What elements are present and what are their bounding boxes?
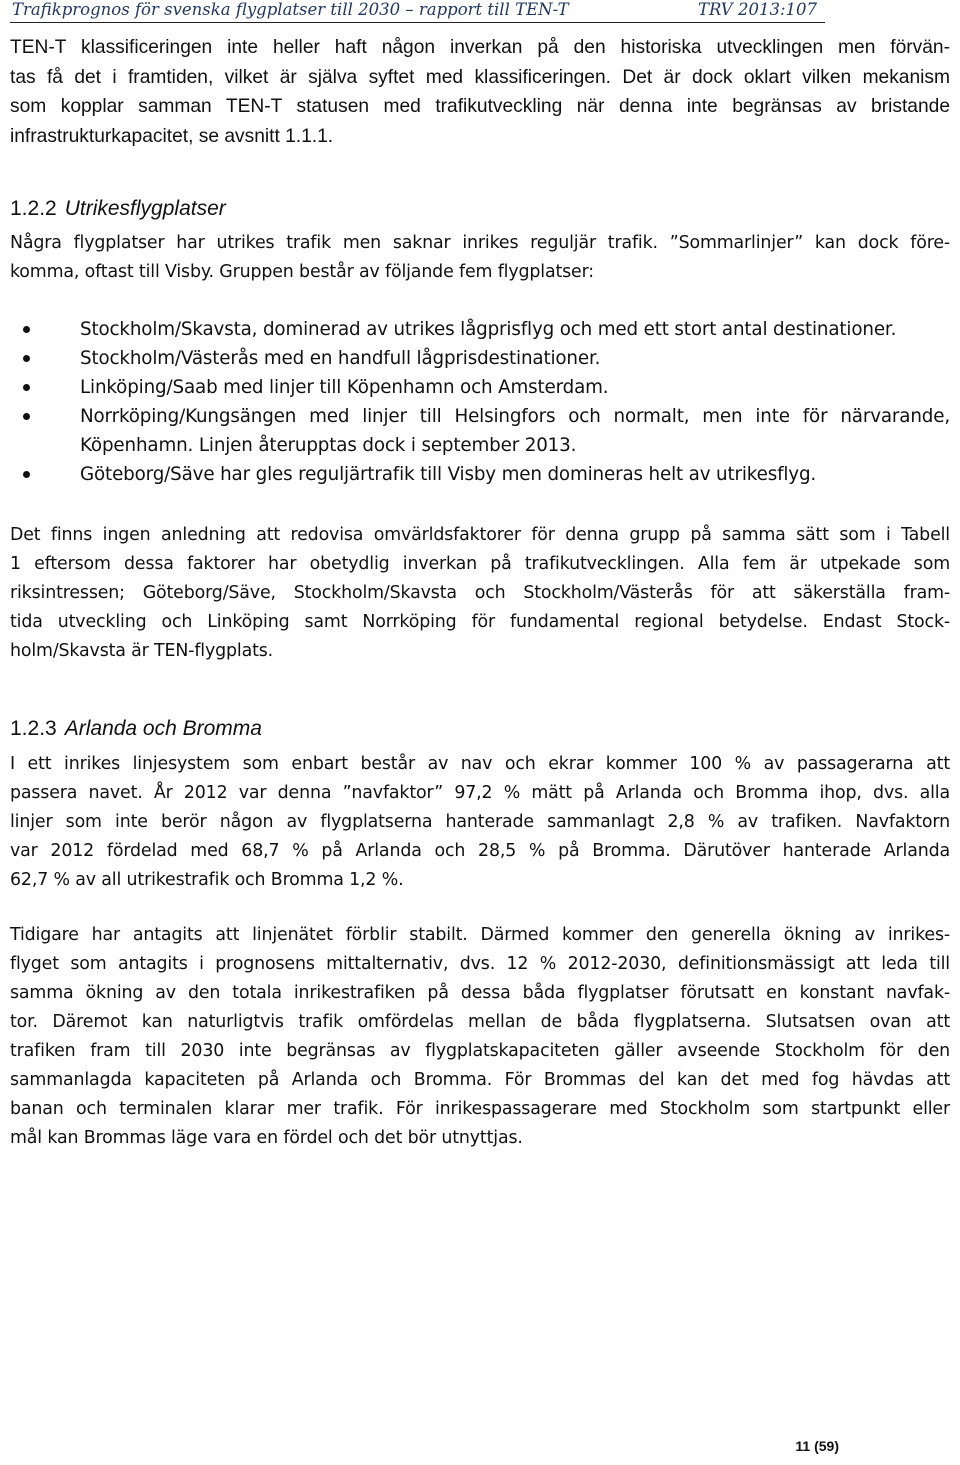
text-line: flyget som antagits i prognosens mittalternativ, dvs. 12 % 2012-2030, definitionsmässigt att leda till [10, 954, 950, 974]
text-line: Stockholm/Västerås med en handfull lågprisdestinationer. [80, 348, 601, 369]
text-line: 62,7 % av all utrikestrafik och Bromma 1,2 %. [10, 870, 404, 890]
text-line: trafiken fram till 2030 inte begränsas av flygplatskapaciteten gäller avseende Stockholm för den [10, 1041, 950, 1061]
section-1-2-3-paragraph-2 [10, 921, 950, 1153]
text-line: passera navet. År 2012 var denna ”navfaktor” 97,2 % mätt på Arlanda och Bromma ihop, dvs. alla [10, 783, 950, 803]
text-line: banan och terminalen klarar mer trafik. För inrikespassagerare med Stockholm som startpunkt eller [10, 1099, 950, 1119]
text-line: Göteborg/Säve har gles reguljärtrafik till Visby men domineras helt av utrikesflyg. [80, 464, 817, 485]
text-line: TEN-T klassificeringen inte heller haft någon inverkan på den historiska utvecklingen men förvän- [10, 37, 950, 58]
text-line: riksintressen; Göteborg/Säve, Stockholm/Skavsta och Stockholm/Västerås för att säkerställa fram- [10, 583, 950, 603]
list-item [10, 460, 950, 489]
list-item [10, 315, 950, 344]
list-item [10, 373, 950, 402]
text-line: Stockholm/Skavsta, dominerad av utrikes lågprisflyg och med ett stort antal destinationer. [80, 319, 897, 340]
list-item [10, 402, 950, 460]
section-1-2-2-paragraph [10, 521, 950, 666]
section-title: Utrikesflygplatser [64, 197, 226, 220]
section-1-2-2-intro [10, 229, 950, 287]
bullet-icon [23, 326, 30, 333]
page-number: 11 (59) [795, 1438, 839, 1454]
header-report-number: TRV 2013:107 [697, 0, 817, 19]
text-line: Tidigare har antagits att linjenätet förblir stabilt. Därmed kommer den generella ökning av inrikes- [10, 925, 950, 945]
text-line: Några flygplatser har utrikes trafik men saknar inrikes reguljär trafik. ”Sommarlinjer” kan dock före- [10, 233, 950, 253]
text-line: komma, oftast till Visby. Gruppen består av följande fem flygplatser: [10, 262, 594, 282]
bullet-icon [23, 413, 30, 420]
text-line: I ett inrikes linjesystem som enbart består av nav och ekrar kommer 100 % av passagerarna att [10, 754, 950, 774]
text-line: var 2012 fördelad med 68,7 % på Arlanda och 28,5 % på Bromma. Därutöver hanterade Arlanda [10, 841, 950, 861]
text-line: Det finns ingen anledning att redovisa omvärldsfaktorer för denna grupp på samma sätt som i Tabell [10, 525, 950, 545]
section-heading-1-2-2 [10, 197, 226, 221]
section-1-2-3-paragraph-1 [10, 750, 950, 895]
page-header [10, 0, 825, 23]
bullet-icon [23, 355, 30, 362]
text-line: 1 eftersom dessa faktorer har obetydlig inverkan på trafikutvecklingen. Alla fem är utpekade som [10, 554, 950, 574]
bullet-icon [23, 384, 30, 391]
text-line: Norrköping/Kungsängen med linjer till Helsingfors och normalt, men inte för närvarande, [80, 406, 950, 427]
text-line: tor. Däremot kan naturligtvis trafik omfördelas mellan de båda flygplatserna. Slutsatsen ovan att [10, 1012, 950, 1032]
list-item [10, 344, 950, 373]
text-line: sammanlagda kapaciteten på Arlanda och Bromma. För Brommas del kan det med fog hävdas att [10, 1070, 950, 1090]
intro-paragraph [10, 33, 950, 151]
section-heading-1-2-3 [10, 717, 262, 741]
text-line: mål kan Brommas läge vara en fördel och det bör utnyttjas. [10, 1128, 523, 1148]
text-line: samma ökning av den totala inrikestrafiken på dessa båda flygplatser förutsatt en konstant navfak- [10, 983, 950, 1003]
header-report-title: Trafikprognos för svenska flygplatser till 2030 – rapport till TEN-T [12, 0, 569, 19]
section-title: Arlanda och Bromma [64, 717, 262, 740]
section-number: 1.2.2 [10, 197, 57, 220]
text-line: tas få det i framtiden, vilket är själva syftet med klassificeringen. Det är dock oklart vilken mekanism [10, 66, 950, 88]
text-line: Köpenhamn. Linjen återupptas dock i september 2013. [80, 435, 577, 456]
text-line: tida utveckling och Linköping samt Norrköping för fundamental regional betydelse. Endast Stock- [10, 612, 950, 632]
text-line: holm/Skavsta är TEN-flygplats. [10, 641, 274, 661]
text-line: infrastrukturkapacitet, se avsnitt 1.1.1. [10, 125, 334, 147]
bullet-icon [23, 471, 30, 478]
section-number: 1.2.3 [10, 717, 57, 740]
text-line: linjer som inte berör någon av flygplatserna hanterade sammanlagt 2,8 % av trafiken. Navfaktorn [10, 812, 950, 832]
text-line: som kopplar samman TEN-T statusen med trafikutveckling när denna inte begränsas av bristande [10, 96, 950, 117]
airport-bullet-list [10, 315, 950, 489]
text-line: Linköping/Saab med linjer till Köpenhamn och Amsterdam. [80, 377, 609, 398]
